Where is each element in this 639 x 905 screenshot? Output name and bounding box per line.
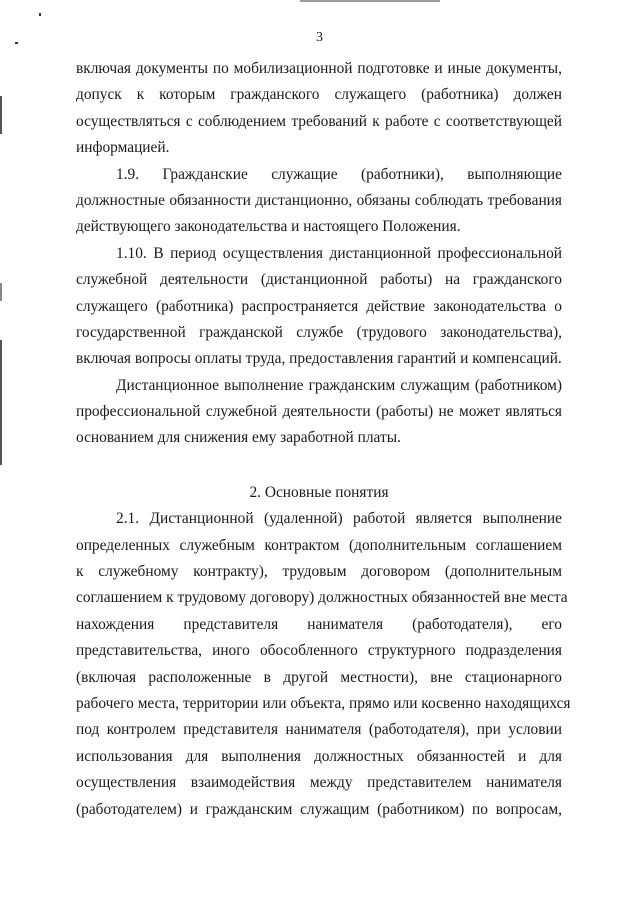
text-line: под контролем представителя нанимателя (работодателя), при условии bbox=[76, 721, 562, 739]
text-line: представительства, иного обособленного структурного подразделения bbox=[76, 642, 562, 660]
scan-edge-line bbox=[0, 283, 2, 301]
text-line: включая вопросы оплаты труда, предоставления гарантий и компенсаций. bbox=[76, 350, 562, 368]
text-line: 2.1. Дистанционной (удаленной) работой является выполнение bbox=[116, 510, 562, 528]
text-line: к служебному контракту), трудовым договором (дополнительным bbox=[76, 563, 562, 581]
text-line: Дистанционное выполнение гражданским служащим (работником) bbox=[116, 376, 562, 394]
paragraph bbox=[76, 162, 562, 241]
text-line: рабочего места, территории или объекта, прямо или косвенно находящихся bbox=[76, 694, 571, 712]
text-line: 1.9. Гражданские служащие (работники), выполняющие bbox=[116, 165, 562, 183]
section-gap bbox=[76, 452, 562, 480]
text-line: государственной гражданской службе (трудового законодательства), bbox=[76, 323, 562, 341]
text-line: служебной деятельности (дистанционной работы) на гражданского bbox=[76, 271, 562, 289]
text-line: профессиональной служебной деятельности (работы) не может являться bbox=[76, 403, 562, 421]
text-line: действующего законодательства и настоящего Положения. bbox=[76, 218, 461, 236]
text-line: должностные обязанности дистанционно, обязаны соблюдать требования bbox=[76, 191, 562, 209]
text-line: служащего (работника) распространяется действие законодательства о bbox=[76, 297, 562, 315]
scan-top-strip bbox=[300, 0, 440, 2]
text-line: включая документы по мобилизационной подготовке и иные документы, bbox=[76, 60, 562, 77]
text-line: информацией. bbox=[76, 139, 170, 157]
paragraph bbox=[76, 241, 562, 373]
text-line: нахождения представителя нанимателя (работодателя), его bbox=[76, 615, 562, 633]
section-heading: 2. Основные понятия bbox=[249, 483, 389, 501]
text-line: использования для выполнения должностных обязанностей и для bbox=[76, 747, 562, 765]
scan-edge-line bbox=[0, 340, 2, 465]
paragraph bbox=[76, 56, 562, 162]
text-line: (работодателем) и гражданским служащим (работником) по вопросам, bbox=[76, 800, 562, 818]
paragraph bbox=[76, 373, 562, 452]
document-body bbox=[76, 56, 571, 823]
scan-dot-mark bbox=[39, 13, 41, 16]
scan-edge-line bbox=[0, 96, 2, 134]
page-number: 3 bbox=[316, 30, 323, 45]
paragraph bbox=[76, 506, 571, 823]
text-line: (включая расположенные в другой местности), вне стационарного bbox=[76, 668, 562, 686]
text-line: основанием для снижения ему заработной платы. bbox=[76, 429, 401, 447]
text-line: осуществления взаимодействия между представителем нанимателя bbox=[76, 774, 562, 792]
text-line: допуск к которым гражданского служащего (работника) должен bbox=[76, 86, 562, 104]
text-line: соглашением к трудовому договору) должностных обязанностей вне места bbox=[76, 589, 568, 607]
text-line: осуществляться с соблюдением требований к работе с соответствующей bbox=[76, 112, 562, 130]
text-line: 1.10. В период осуществления дистанционной профессиональной bbox=[116, 244, 562, 262]
text-line: определенных служебным контрактом (дополнительным соглашением bbox=[76, 536, 562, 554]
